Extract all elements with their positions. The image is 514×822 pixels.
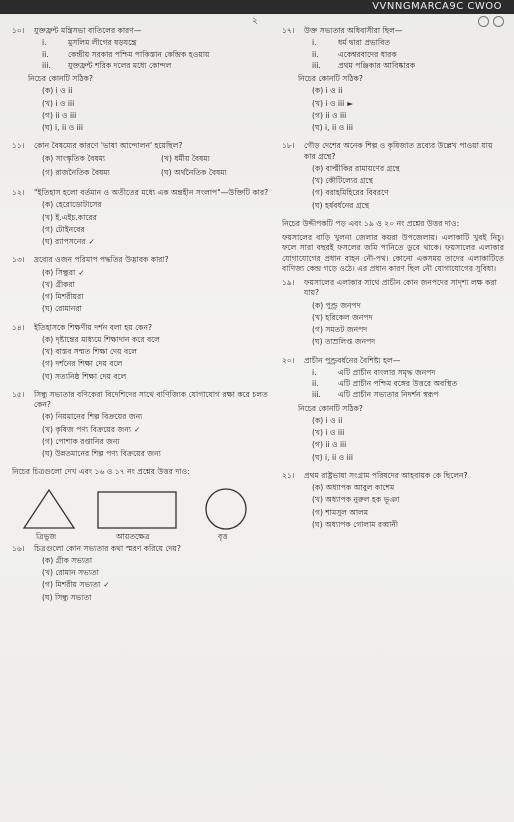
statement-numeral: iii. — [42, 60, 51, 70]
answer-option: (ক) দৃষ্টান্তের মাধ্যমে শিক্ষাদান করে বলে — [42, 334, 160, 344]
statement-numeral: i. — [42, 38, 47, 48]
question-text: কোন বৈষম্যের কারণে 'ভাষা আন্দোলন' হয়েছিল? — [34, 141, 183, 151]
question-number: ২১। — [282, 470, 295, 480]
check-mark-icon: ✓ — [88, 237, 95, 246]
statement-text: এটি প্রাচীন সভ্যতার নিদর্শন স্বরূপ — [338, 390, 439, 400]
question-17 — [282, 26, 504, 133]
circle-shape — [206, 489, 246, 529]
answer-option: (ঘ) সত্যনিষ্ঠ শিক্ষা দেয় বলে — [42, 371, 127, 381]
answer-option: (গ) শামসুল আলম — [312, 507, 369, 517]
question-text: উক্ত সভ্যতার অধিবাসীরা ছিল— — [304, 26, 403, 35]
answer-option: (ক) i ও ii — [312, 415, 343, 425]
question-number: ১৫। — [12, 389, 25, 399]
statement-numeral: iii. — [312, 60, 321, 70]
question-21 — [282, 471, 504, 530]
answer-option: (ঘ) সিন্ধু সভ্যতা — [42, 592, 92, 602]
statement-text: যুক্তফ্রন্ট শরিক দলের মধ্যে কোন্দল — [68, 60, 172, 70]
shapes-svg — [12, 484, 274, 532]
shape-label: ত্রিভুজ — [36, 531, 57, 541]
answer-option: (খ) অধ্যাপক নুরুল হক ভূঞা — [312, 495, 400, 505]
question-number: ১৩। — [12, 255, 25, 265]
answer-option: (ক) সিন্ধুরা — [42, 267, 76, 277]
answer-option: (খ) কৃষিজ পণ্য বিক্রয়ের জন্য — [42, 424, 131, 434]
question-16 — [12, 544, 274, 603]
shape-label: বৃত্ত — [218, 531, 228, 541]
rectangle-shape — [98, 492, 176, 528]
answer-option: (গ) দর্শনের শিক্ষা দেয় বলে — [42, 359, 123, 369]
answer-option: (খ) i ও iii — [312, 98, 345, 108]
statement-numeral: iii. — [312, 390, 321, 400]
question-12 — [12, 188, 274, 247]
answer-option: (গ) মিশরীয় সভ্যতা — [42, 580, 101, 590]
check-mark-icon: ✓ — [103, 580, 110, 590]
answer-option: (ক) i ও ii — [312, 86, 343, 96]
question-10 — [12, 26, 274, 133]
question-number: ১০। — [12, 26, 25, 35]
question-instruction: নিচের কোনটি সঠিক? — [298, 403, 363, 413]
answer-option: (ঘ) অর্থনৈতিক বৈষম্য — [161, 167, 227, 177]
answer-option: (খ) i ও iii — [42, 98, 75, 108]
question-number: ২০। — [282, 355, 295, 365]
question-20 — [282, 356, 504, 463]
passage-instruction: নিচের উদ্দীপকটি পড় এবং ১৯ ও ২০ নং প্রশ্নের উত্তর দাও: — [282, 218, 460, 228]
shapes-instruction: নিচের চিত্রগুলো দেখ এবং ১৬ ও ১৭ নং প্রশ্নের উত্তর দাও: — [12, 467, 190, 477]
question-13 — [12, 255, 274, 314]
answer-option: (গ) মিশরীয়রা — [42, 292, 84, 301]
question-text: চিত্রগুলো কোন সভ্যতার কথা স্মরণ করিয়ে দেয়? — [34, 543, 181, 553]
check-mark-icon: ✓ — [78, 267, 85, 277]
passage-text: ফয়সালের বাড়ি খুলনা জেলার কয়রা উপজেলায়। এলাকাটি খুবই নিচু। ফলে সারা বছরই ফসলের জমি পানিতে ডুবে থাকে। ফয়সালের এলাকার যোগাযোগের প্রধান বাহন নৌ-পথ। কোনো একসময় তাদের এলাকাটিতে বাণিজ্য কেন্দ্র গড়ে ওঠে। এর প্রধান কারণ ছিল নৌ যোগাযোগের সুবিধা। — [282, 233, 504, 273]
answer-option: (ক) নিয়মানের শিল্প বিক্রয়ের জন্য — [42, 412, 143, 422]
question-text: প্রথম রাষ্ট্রভাষা সংগ্রাম পরিষদের আহবায়ক কে ছিলেন? — [304, 470, 468, 480]
answer-option: (ক) গ্রীক সভ্যতা — [42, 555, 93, 565]
answer-option: (গ) ii ও iii — [312, 440, 347, 450]
question-text: ফয়সালের এলাকার সাথে প্রাচীন কোন জনপদের সাদৃশ্য লক্ষ করা যায়? — [304, 278, 497, 298]
question-instruction: নিচের কোনটি সঠিক? — [28, 74, 93, 83]
answer-option: (গ) রাজনৈতিক বৈষম্য — [42, 167, 110, 177]
question-number: ১১। — [12, 141, 25, 151]
answer-option: (গ) টোইনবের — [42, 224, 85, 234]
answer-option: (খ) হরিকেল জনপদ — [312, 312, 373, 322]
answer-option: (ঘ) অধ্যাপক গোলাম রব্বানী — [312, 519, 399, 529]
answer-option: (ঘ) i, ii ও iii — [312, 123, 353, 132]
answer-option: (গ) পোশাক রপ্তানির জন্য — [42, 436, 120, 446]
statement-text: ধর্ম দ্বারা প্রভাবিত — [338, 38, 391, 48]
statement-numeral: ii. — [312, 49, 319, 59]
question-number: ১৯। — [282, 278, 295, 287]
answer-option: (খ) রোমান সভ্যতা — [42, 568, 99, 577]
question-text: যুক্তফ্রন্ট মন্ত্রিসভা বাতিলের কারণ— — [34, 26, 142, 35]
statement-text: এটি প্রাচীন বাংলার সমৃদ্ধ জনপদ — [338, 367, 436, 377]
triangle-shape — [24, 490, 74, 528]
right-column — [282, 26, 504, 538]
statement-numeral: i. — [312, 38, 317, 48]
status-bar: VVNNGMARCA9C CWOO — [0, 0, 514, 14]
check-mark-icon: ► — [347, 98, 354, 108]
answer-option: (ঘ) তাম্রলিপ্ত জনপদ — [312, 337, 376, 347]
answer-option: (ক) পুণ্ড্র জনপদ — [312, 300, 361, 310]
question-text: সিন্ধু সভ্যতার বণিকেরা বিদেশিদের সাথে বাণিজ্যিক যোগাযোগ রক্ষা করে চলত কেন? — [34, 389, 268, 409]
page-number: ২ — [252, 16, 258, 26]
statement-numeral: ii. — [312, 379, 319, 388]
left-column — [12, 26, 274, 611]
answer-option: (ক) বাল্মীকির রামায়ণের গ্রন্থে — [312, 163, 400, 173]
answer-option: (ঘ) i, ii ও iii — [42, 123, 83, 132]
question-text: প্রাচীন পুণ্ড্রবর্ধনের বৈশিষ্ট্য হল— — [304, 355, 401, 365]
answer-option: (খ) i ও iii — [312, 428, 345, 437]
answer-option: (গ) ii ও iii — [42, 110, 77, 120]
question-number: ১৭। — [282, 26, 295, 35]
question-14 — [12, 323, 274, 382]
answer-option: (গ) সমতট জনপদ — [312, 325, 368, 334]
answer-option: (ঘ) হর্ষবর্ধনের গ্রন্থে — [312, 200, 370, 210]
shape-label: আয়তক্ষেত্র — [116, 531, 150, 541]
answer-option: (ঘ) রোমানরা — [42, 304, 82, 314]
question-instruction: নিচের কোনটি সঠিক? — [298, 74, 363, 83]
answer-option: (ক) সাংস্কৃতিক বৈষম্য — [42, 153, 106, 163]
answer-option: (খ) ই.এইচ.কারের — [42, 212, 97, 222]
question-text: "ইতিহাস হলো বর্তমান ও অতীতের মধ্যে এক অন্তহীন সংলাপ"—উক্তিটি কার? — [34, 188, 269, 197]
question-text: দ্রব্যের ওজন পরিমাপ পদ্ধতির উদ্ভাবক কারা? — [34, 255, 169, 265]
answer-option: (ঘ) র‍্যাপসনের — [42, 237, 86, 246]
question-number: ১৮। — [282, 141, 295, 151]
answer-option: (ঘ) i, ii ও iii — [312, 452, 353, 462]
statement-numeral: i. — [312, 367, 317, 377]
question-19 — [282, 278, 504, 348]
question-15 — [12, 390, 274, 460]
question-text: গৌড় দেশের অনেক শিল্প ও কৃষিজাত দ্রব্যের উল্লেখ পাওয়া যায় কার গ্রন্থে? — [304, 141, 493, 161]
question-number: ১২। — [12, 188, 25, 197]
statement-text: কেন্দ্রীয় সরকার পশ্চিম পাকিস্তান কেন্দ্রিক হওয়ায় — [68, 49, 210, 59]
question-text: ইতিহাসকে শিক্ষণীয় দর্শন বলা হয় কেন? — [34, 322, 153, 332]
question-number: ১৬। — [12, 543, 25, 553]
question-number: ১৪। — [12, 322, 25, 332]
statement-text: প্রথম পঞ্জিকার আবিষ্কারক — [338, 60, 416, 70]
shapes-figure — [12, 484, 274, 542]
statement-text: মুসলিম লীগের ষড়যন্ত্রে — [68, 38, 137, 48]
answer-option: (খ) গ্রীকরা — [42, 279, 75, 289]
check-mark-icon: ✓ — [133, 424, 141, 434]
answer-option: (গ) বরাহমিহিরের বিবরণে — [312, 188, 389, 198]
answer-option: (ক) হেরোডোটাসের — [42, 200, 102, 210]
question-18 — [282, 141, 504, 211]
answer-option: (খ) ধর্মীয় বৈষম্য — [161, 153, 210, 163]
answer-option: (খ) বাস্তব সম্মত শিক্ষা দেয় বলে — [42, 347, 137, 356]
answer-option: (ঘ) উন্নতমানের শিল্প পণ্য বিক্রয়ের জন্য — [42, 449, 161, 458]
answer-option: (গ) ii ও iii — [312, 110, 347, 120]
statement-text: এটি প্রাচীন পশ্চিম বঙ্গের উত্তরে অবস্থিত — [338, 379, 458, 388]
answer-option: (খ) কৌটিল্যের গ্রন্থে — [312, 176, 373, 185]
statement-numeral: ii. — [42, 49, 49, 59]
question-11 — [12, 141, 274, 180]
statement-text: একেশ্বরবাদের ধারক — [338, 49, 397, 59]
answer-option: (ক) অধ্যাপক আবুল কাশেম — [312, 483, 395, 492]
answer-option: (ক) i ও ii — [42, 86, 73, 96]
